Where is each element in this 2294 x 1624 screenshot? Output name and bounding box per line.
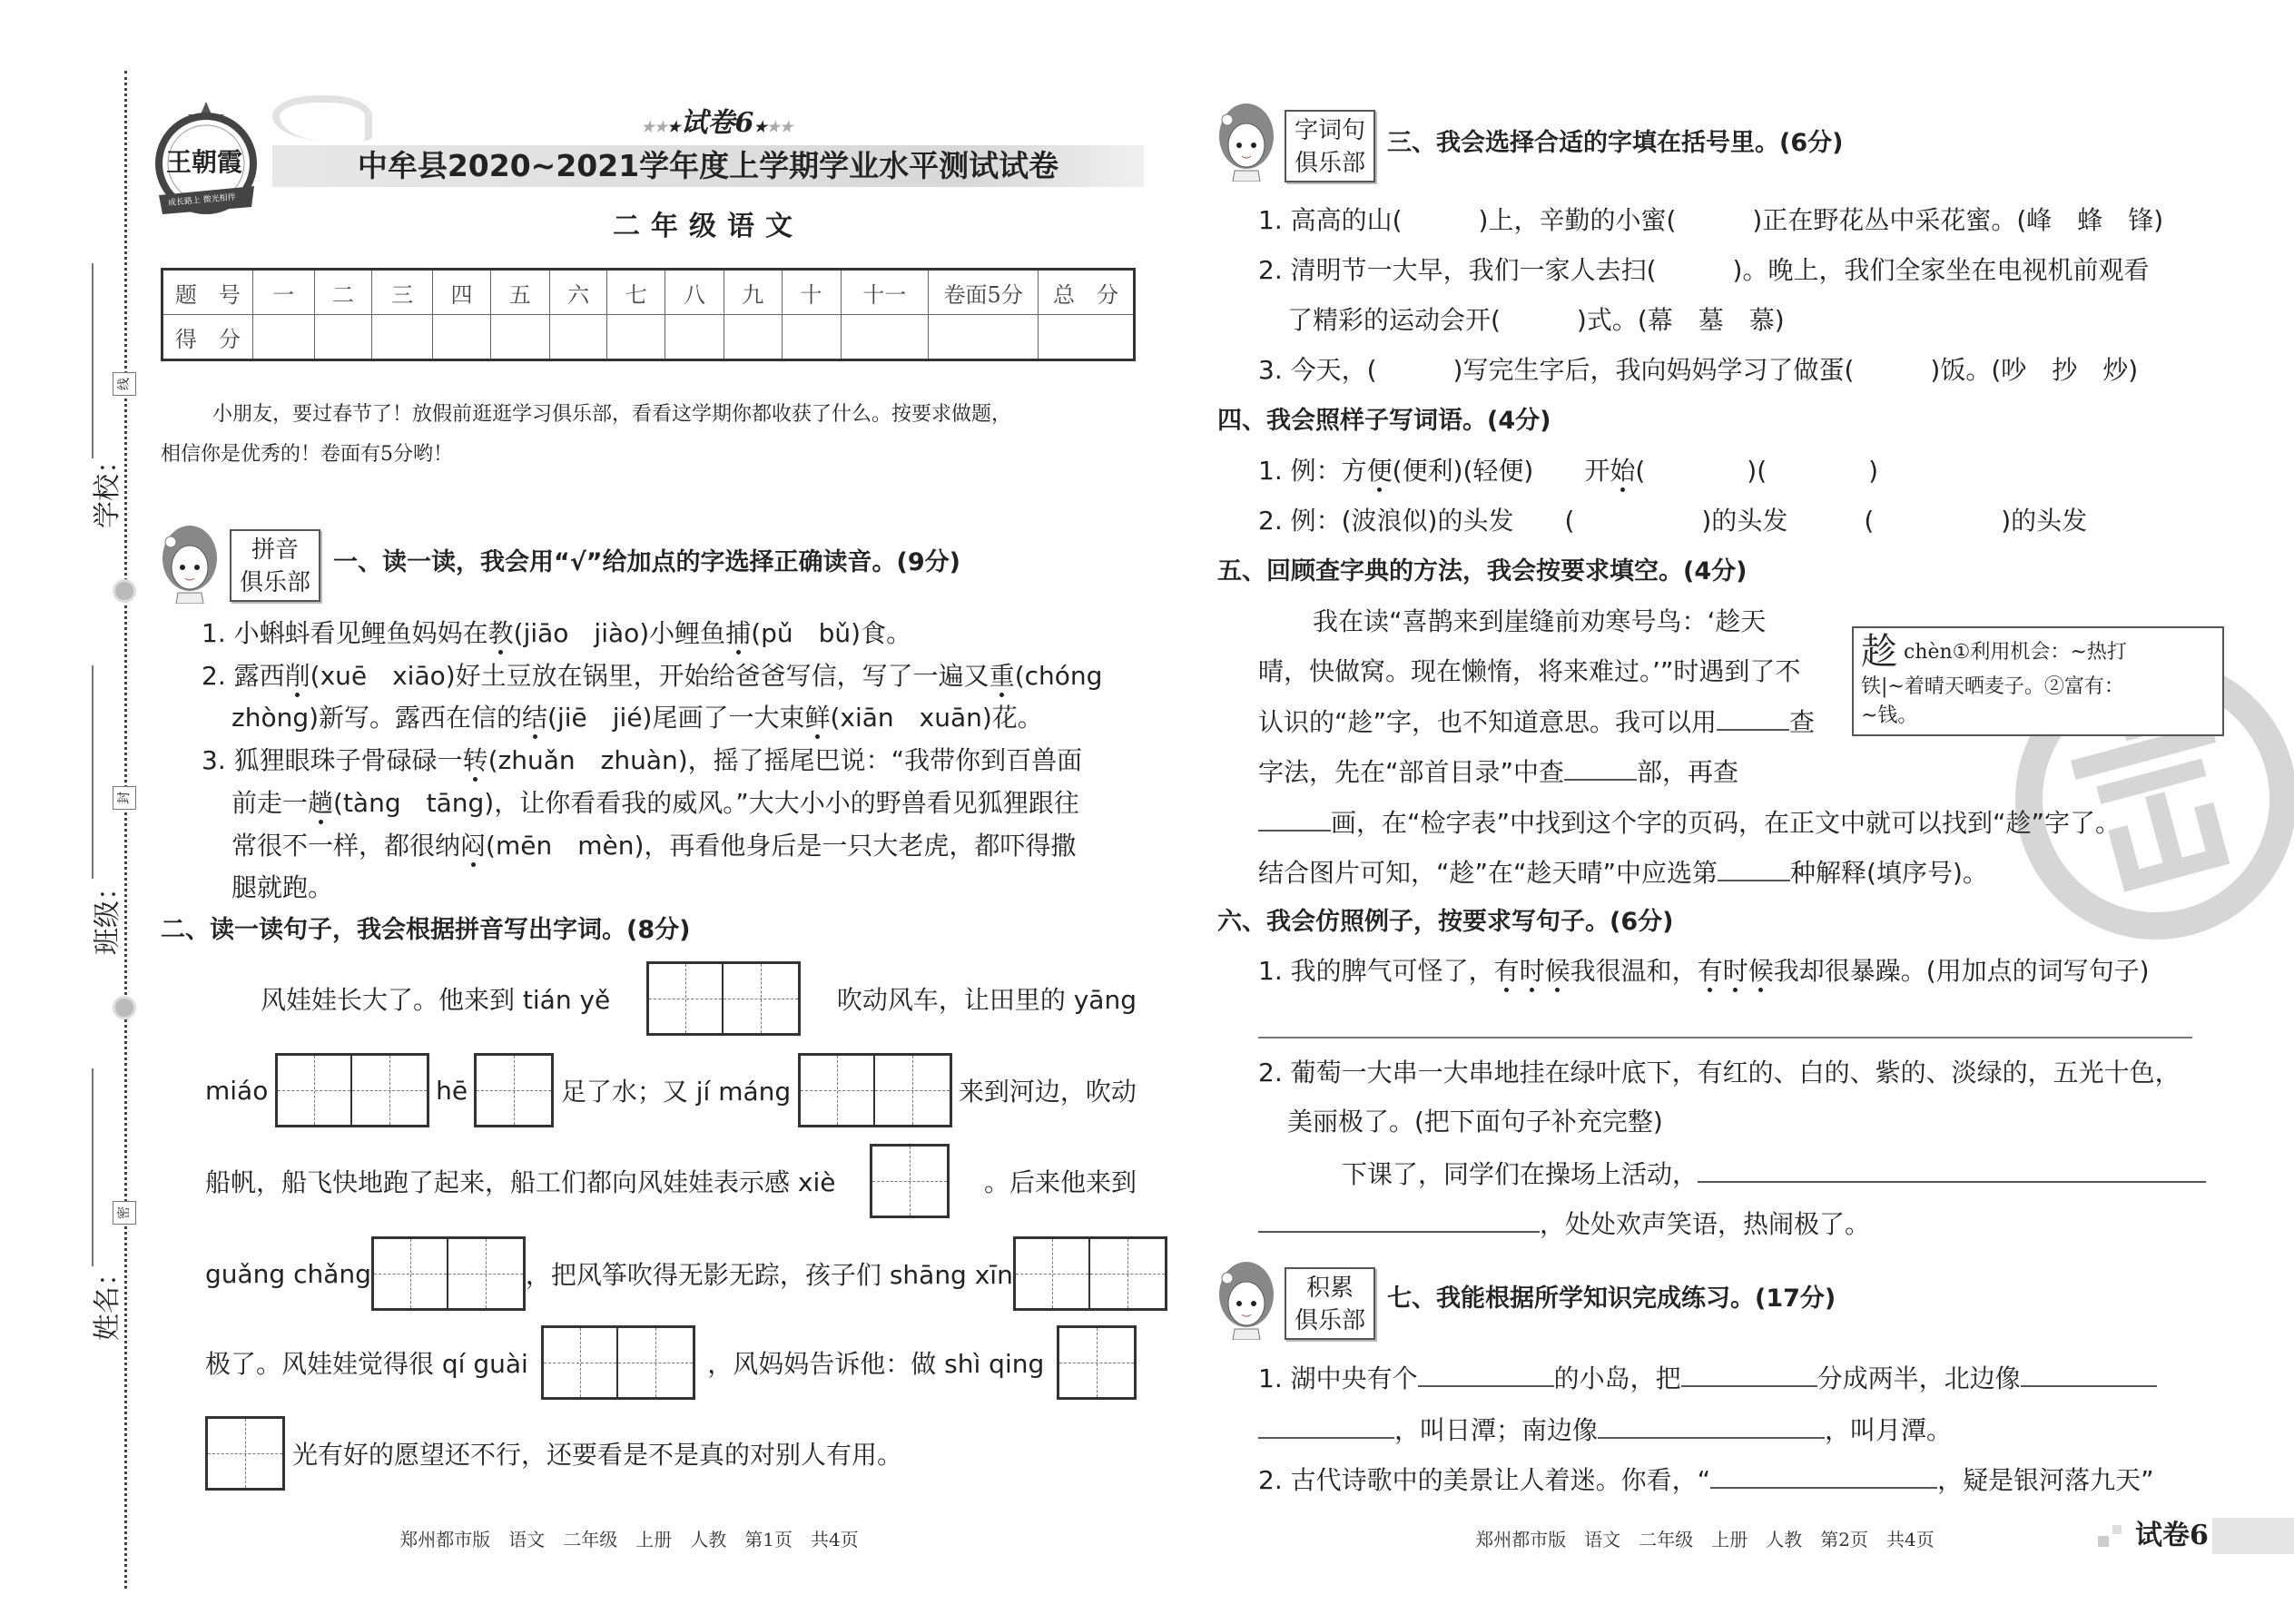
- club-name: 俱乐部: [1294, 150, 1365, 177]
- question-line: [1258, 1462, 2154, 1499]
- text-segment: ，处处欢声笑语，热闹极了。: [1540, 1209, 1871, 1239]
- answer-blank[interactable]: [1710, 1462, 1937, 1489]
- section-7-heading: 七、我能根据所学知识完成练习。(17分): [1387, 1284, 1836, 1313]
- answer-blank[interactable]: [1718, 854, 1790, 881]
- name-write-line: [92, 1068, 94, 1266]
- column-header: 十: [782, 270, 841, 315]
- club-badge-words: [1285, 110, 1375, 182]
- text-segment: 1. 例：方: [1258, 456, 1367, 486]
- score-cell[interactable]: [372, 315, 433, 360]
- question-line: [1287, 1104, 1663, 1140]
- girl-avatar-icon: [1215, 1258, 1278, 1340]
- score-table-header-row: [162, 270, 1135, 315]
- answer-blank[interactable]: [1717, 704, 1789, 731]
- row-label: 得 分: [162, 315, 253, 360]
- answer-blank[interactable]: [2021, 1360, 2157, 1387]
- girl-avatar-icon: [1215, 100, 1278, 182]
- exam-title: 中牟县2020~2021学年度上学期学业水平测试试卷: [357, 148, 1059, 183]
- text-segment: 常很不一样，都很纳: [231, 831, 461, 861]
- corner-badge: [2092, 1518, 2294, 1554]
- question-line: 了精彩的运动会开( )式。(幕 墓 慕): [1287, 305, 1785, 335]
- character-grid-1[interactable]: [205, 1416, 285, 1491]
- text-segment: ，疑是银河落九天”: [1937, 1465, 2154, 1495]
- question-line: [1258, 1206, 1870, 1243]
- character-grid-2[interactable]: [541, 1325, 695, 1400]
- text-segment: 2. 露西: [202, 661, 285, 691]
- passage-text: ，风妈妈告诉他：做 shì qing: [707, 1349, 1045, 1379]
- text-segment: (jiē jié)尾画了一大束: [547, 703, 805, 733]
- character-grid-2[interactable]: [798, 1053, 952, 1127]
- school-label: 学校：: [92, 447, 123, 528]
- dotted-character: 鲜: [804, 703, 831, 733]
- passage-text: 。后来他来到: [983, 1167, 1137, 1197]
- passage-text: 来到河边，吹动: [958, 1077, 1137, 1107]
- text-segment: 部，再查: [1637, 757, 1739, 787]
- passage-text: 船帆，船飞快地跑了起来，船工们都向风娃娃表示感 xiè: [205, 1167, 836, 1197]
- text-segment: (便利)(轻便) 开: [1392, 456, 1610, 486]
- column-header: 总 分: [1039, 270, 1135, 315]
- intro-line: 小朋友，要过春节了！放假前逛逛学习俱乐部，看看这学期你都收获了什么。按要求做题，: [212, 403, 1012, 426]
- column-header: 九: [724, 270, 783, 315]
- answer-blank[interactable]: [1418, 1360, 1554, 1387]
- score-cell[interactable]: [607, 315, 665, 360]
- text-segment: 种解释(填序号)。: [1790, 858, 1988, 888]
- answer-blank[interactable]: [1258, 1412, 1394, 1439]
- club-name: 俱乐部: [239, 569, 310, 596]
- name-label: 姓名：: [92, 1259, 123, 1341]
- dotted-character: 结: [522, 703, 548, 733]
- club-name: 拼音: [251, 536, 299, 564]
- intro-line: 相信你是优秀的！卷面有5分哟！: [161, 443, 453, 466]
- passage-line: [1258, 704, 1815, 741]
- question-line: [231, 870, 333, 906]
- club-badge-accumulation: [1285, 1267, 1375, 1340]
- answer-blank[interactable]: [1698, 1156, 2206, 1183]
- score-cell[interactable]: [929, 315, 1039, 360]
- score-cell[interactable]: [433, 315, 491, 360]
- dictionary-line: chèn①利用机会：~热打: [1904, 641, 2127, 664]
- answer-line[interactable]: [1258, 1037, 2192, 1038]
- score-cell[interactable]: [665, 315, 724, 360]
- section-6-heading: 六、我会仿照例子，按要求写句子。(6分): [1217, 908, 1674, 936]
- dictionary-entry-box: [1852, 626, 2224, 736]
- text-segment: 2. 葡萄一大串一大串地挂在绿叶底下，有红的、白的、紫的、淡绿的，五光十色，: [1258, 1058, 2181, 1088]
- passage-line: [1313, 604, 1766, 640]
- text-segment: ( )( ): [1635, 456, 1879, 486]
- text-segment: 2. 古代诗歌中的美景让人着迷。你看，“: [1258, 1465, 1711, 1495]
- text-segment: ，叫月潭。: [1825, 1415, 1953, 1445]
- text-segment: 2. 例：(波浪似)的头发 ( )的头发 ( )的头发: [1258, 506, 2088, 536]
- dotted-character: 捕: [725, 618, 752, 648]
- dictionary-char: 趁: [1861, 631, 1897, 673]
- character-grid-1[interactable]: [1057, 1325, 1137, 1400]
- question-line: [231, 700, 1043, 736]
- section-4-heading: 四、我会照样子写词语。(4分): [1217, 407, 1551, 435]
- text-segment: (pǔ bǔ)食。: [751, 618, 912, 648]
- text-segment: (xiān xuān)花。: [830, 703, 1043, 733]
- passage-line: [1258, 804, 2121, 842]
- dotted-character: 有: [1697, 956, 1723, 986]
- dotted-character: 趟: [308, 788, 334, 818]
- answer-blank[interactable]: [1258, 1206, 1540, 1233]
- question-line: 1. 高高的山( )上，辛勤的小蜜( )正在野花丛中采花蜜。(峰 蜂 锋): [1258, 205, 2164, 235]
- section-1-heading: 一、读一读，我会用“√”给加点的字选择正确读音。(9分): [333, 548, 960, 576]
- dotted-character: 转: [462, 745, 488, 775]
- text-segment: 我却很暴躁。(用加点的词写句子): [1773, 956, 2150, 986]
- column-header: 十一: [841, 270, 929, 315]
- text-segment: 画，在“检字表”中找到这个字的页码，在正文中就可以找到“趁”字了。: [1331, 808, 2122, 838]
- exam-number-badge: 试卷6: [2135, 1520, 2209, 1551]
- question-line: [1342, 1156, 2206, 1193]
- text-segment: 分成两半，北边像: [1816, 1363, 2021, 1393]
- logo-text: 王朝霞: [166, 147, 243, 177]
- column-header: 七: [607, 270, 665, 315]
- question-line: [1258, 1055, 2181, 1091]
- question-line: [1258, 953, 2150, 989]
- logo-slogan: 成长路上 微光相伴: [167, 192, 237, 209]
- dotted-character: 闷: [460, 831, 487, 861]
- passage-text: ，把风筝吹得无影无踪，孩子们 shāng xīn: [525, 1260, 1013, 1290]
- text-segment: (zhuǎn zhuàn)，摇了摇尾巴说：“我带你到百兽面: [487, 745, 1083, 775]
- text-segment: 认识的“趁”字，也不知道意思。我可以用: [1258, 707, 1718, 737]
- dotted-character: 时: [1722, 956, 1748, 986]
- class-label: 班级：: [92, 873, 123, 955]
- text-segment: 美丽极了。(把下面句子补充完整): [1287, 1107, 1663, 1137]
- passage-line: [1258, 854, 1988, 891]
- class-write-line: [92, 665, 94, 879]
- character-grid-2[interactable]: [371, 1236, 526, 1311]
- text-segment: 1. 我的脾气可怪了，: [1258, 956, 1494, 986]
- question-line: [202, 658, 1102, 694]
- score-cell[interactable]: [1039, 315, 1135, 360]
- question-line: [1258, 503, 2087, 539]
- column-header: 二: [314, 270, 372, 315]
- score-cell[interactable]: [549, 315, 607, 360]
- text-segment: 查: [1789, 707, 1816, 737]
- section-3-heading: 三、我会选择合适的字填在括号里。(6分): [1387, 129, 1844, 157]
- passage-text: 风娃娃长大了。他来到 tián yě: [261, 985, 611, 1015]
- question-line: [1258, 1360, 2157, 1397]
- column-header: 六: [549, 270, 607, 315]
- exam-number-ribbon: ★★★试卷6★★★: [641, 107, 793, 139]
- dotted-character: 教: [487, 618, 514, 648]
- question-line: [202, 743, 1082, 779]
- dotted-character: 候: [1544, 956, 1570, 986]
- score-cell[interactable]: [314, 315, 372, 360]
- pinyin-text: guǎng chǎng: [205, 1258, 371, 1289]
- dotted-character: 始: [1610, 456, 1636, 486]
- section-5-heading: 五、回顾查字典的方法，我会按要求填空。(4分): [1217, 557, 1748, 586]
- column-header: 一: [252, 270, 314, 315]
- page-footer-left: 郑州都市版 语文 二年级 上册 人教 第1页 共4页: [399, 1529, 859, 1550]
- question-line: 3. 今天，( )写完生字后，我向妈妈学习了做蛋( )饭。(吵 抄 炒): [1258, 355, 2139, 385]
- binding-dotted-line: [124, 71, 127, 1589]
- text-segment: 下课了，同学们在操场上活动，: [1342, 1159, 1698, 1189]
- text-segment: (mēn mèn)，再看他身后是一只大老虎，都吓得撒: [486, 831, 1077, 861]
- column-header: 五: [490, 270, 549, 315]
- answer-blank[interactable]: [1564, 753, 1637, 781]
- character-grid-2[interactable]: [275, 1053, 429, 1127]
- pinyin-text: hē: [436, 1075, 468, 1106]
- dotted-character: 重: [989, 661, 1015, 691]
- school-write-line: [92, 263, 94, 458]
- score-cell[interactable]: [782, 315, 841, 360]
- text-segment: 1. 小蝌蚪看见鲤鱼妈妈在: [202, 618, 488, 648]
- ribbon-decoration: [272, 95, 372, 141]
- seal-mark-secret: 密: [113, 1201, 136, 1225]
- character-grid-2[interactable]: [646, 961, 801, 1036]
- text-segment: 字法，先在“部首目录”中查: [1258, 757, 1565, 787]
- text-segment: 我在读“喜鹊来到崖缝前劝寒号鸟：‘趁天: [1313, 606, 1767, 636]
- text-segment: (jiāo jiào)小鲤鱼: [513, 618, 726, 648]
- dotted-character: 便: [1366, 456, 1393, 486]
- character-grid-1[interactable]: [870, 1144, 950, 1218]
- text-segment: 的小岛，把: [1553, 1363, 1681, 1393]
- answer-blank[interactable]: [1258, 804, 1331, 832]
- text-segment: 1. 湖中央有个: [1258, 1363, 1418, 1393]
- score-cell[interactable]: [252, 315, 314, 360]
- dictionary-line: 铁|~着晴天晒麦子。②富有：: [1861, 675, 2124, 698]
- exam-subject: 二年级语文: [613, 211, 803, 242]
- text-segment: 我很温和，: [1570, 956, 1698, 986]
- question-line: [231, 828, 1076, 864]
- passage-line: [1258, 753, 1738, 791]
- text-segment: (tàng tāng)，让你看看我的威风。”大大小小的野兽看见狐狸跟往: [333, 788, 1079, 818]
- text-segment: 腿就跑。: [231, 872, 334, 902]
- passage-text: 足了水；又 jí máng: [560, 1077, 792, 1107]
- row-label: 题 号: [162, 270, 253, 315]
- character-grid-1[interactable]: [474, 1053, 554, 1127]
- text-segment: (xuē xiāo)好土豆放在锅里，开始给爸爸写信，写了一遍又: [310, 661, 989, 691]
- text-segment: ，叫日潭；南边像: [1394, 1415, 1599, 1445]
- question-line: [202, 615, 911, 652]
- smiley-icon: [113, 996, 136, 1019]
- column-header: 三: [372, 270, 433, 315]
- club-name: 字词句: [1294, 117, 1365, 144]
- text-segment: 前走一: [231, 788, 309, 818]
- answer-blank[interactable]: [1681, 1360, 1817, 1387]
- pinyin-text: miáo: [205, 1075, 269, 1106]
- score-table: [161, 268, 1136, 361]
- question-line: [1258, 1412, 1952, 1449]
- passage-text: 光有好的愿望还不行，还要看是不是真的对别人有用。: [292, 1440, 903, 1470]
- passage-line: [1258, 654, 1800, 690]
- question-line: 2. 清明节一大早，我们一家人去扫( )。晚上，我们全家坐在电视机前观看: [1258, 255, 2150, 285]
- girl-avatar-icon: [158, 522, 222, 604]
- logo: [150, 100, 263, 218]
- page-footer-right: 郑州都市版 语文 二年级 上册 人教 第2页 共4页: [1475, 1529, 1935, 1550]
- question-line: [231, 785, 1079, 822]
- score-table-score-row: [162, 315, 1135, 360]
- passage-text: 吹动风车，让田里的 yāng: [836, 985, 1137, 1015]
- dictionary-line: ~钱。: [1861, 704, 1918, 727]
- club-badge-pinyin: [230, 529, 320, 602]
- section-2-heading: 二、读一读句子，我会根据拼音写出字词。(8分): [161, 916, 691, 944]
- column-header: 卷面5分: [929, 270, 1039, 315]
- text-segment: zhòng)新写。露西在信的: [231, 703, 523, 733]
- dotted-character: 有: [1493, 956, 1520, 986]
- text-segment: 3. 狐狸眼珠子骨碌碌一: [202, 745, 463, 775]
- dotted-character: 候: [1748, 956, 1774, 986]
- score-cell[interactable]: [841, 315, 929, 360]
- club-name: 积累: [1305, 1275, 1354, 1302]
- text-segment: (chóng: [1014, 661, 1103, 691]
- passage-text: 极了。风娃娃觉得很 qí guài: [205, 1349, 528, 1379]
- text-segment: 结合图片可知，“趁”在“趁天晴”中应选第: [1258, 858, 1718, 888]
- score-cell[interactable]: [490, 315, 549, 360]
- dotted-character: 削: [284, 661, 310, 691]
- smiley-icon: [113, 579, 136, 603]
- score-cell[interactable]: [724, 315, 783, 360]
- question-line: [1258, 453, 1878, 489]
- character-grid-2[interactable]: [1013, 1236, 1167, 1311]
- exam-number: 试卷6: [680, 107, 754, 139]
- dotted-character: 时: [1519, 956, 1545, 986]
- column-header: 四: [433, 270, 491, 315]
- column-header: 八: [665, 270, 724, 315]
- answer-blank[interactable]: [1598, 1412, 1825, 1439]
- seal-mark-line: 线: [113, 372, 136, 396]
- text-segment: 晴，快做窝。现在懒惰，将来难过。’”时遇到了不: [1258, 656, 1801, 686]
- seal-mark-seal: 封: [113, 786, 136, 810]
- club-name: 俱乐部: [1294, 1307, 1365, 1334]
